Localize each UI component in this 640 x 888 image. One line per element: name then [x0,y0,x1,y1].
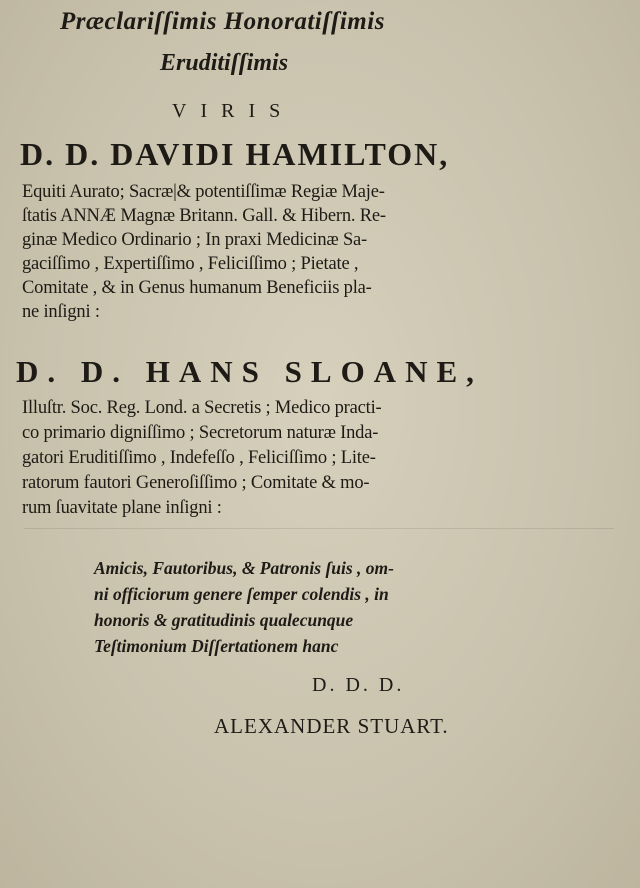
person2-line: Illuſtr. Soc. Reg. Lond. a Secretis ; Medico practi- [22,398,382,418]
person1-name: D. D. DAVIDI HAMILTON, [20,136,450,172]
viris-heading: VIRIS [172,100,295,122]
person1-line: ne inſigni : [22,302,100,322]
person2-line: rum ſuavitate plane inſigni : [22,498,222,518]
person2-line: gatori Eruditiſſimo , Indefeſſo , Feliciſſimo ; Lite- [22,448,376,468]
person1-line: ſtatis ANNÆ Magnæ Britann. Gall. & Hibern. Re- [22,206,386,226]
dedication-line: honoris & gratitudinis qualecunque [94,610,354,630]
person1-line: gaciſſimo , Expertiſſimo , Feliciſſimo ; Pietate , [22,254,359,274]
dedication-line: ni officiorum genere ſemper colendis , in [94,584,389,604]
dedication-line: Teſtimonium Diſſertationem hanc [94,636,339,656]
dedication-line: Amicis, Fautoribus, & Patronis ſuis , om- [94,558,394,578]
author-signature: ALEXANDER STUART. [214,714,449,738]
person2-name: D. D. HANS SLOANE, [16,354,483,389]
person1-line: Comitate , & in Genus humanum Beneficiis pla- [22,278,372,298]
person2-line: ratorum fautori Generoſiſſimo ; Comitate & mo- [22,473,370,493]
person1-line: ginæ Medico Ordinario ; In praxi Medicinæ Sa- [22,230,368,250]
person1-line: Equiti Aurato; Sacræ|& potentiſſimæ Regiæ Maje- [22,182,385,202]
header-line-1: Præclariſſimis Honoratiſſimis [60,8,385,35]
person2-line: co primario digniſſimo ; Secretorum naturæ Inda- [22,423,379,443]
header-line-2: Eruditiſſimis [160,50,289,76]
ddd-abbreviation: D. D. D. [312,674,405,696]
section-divider [24,528,614,529]
